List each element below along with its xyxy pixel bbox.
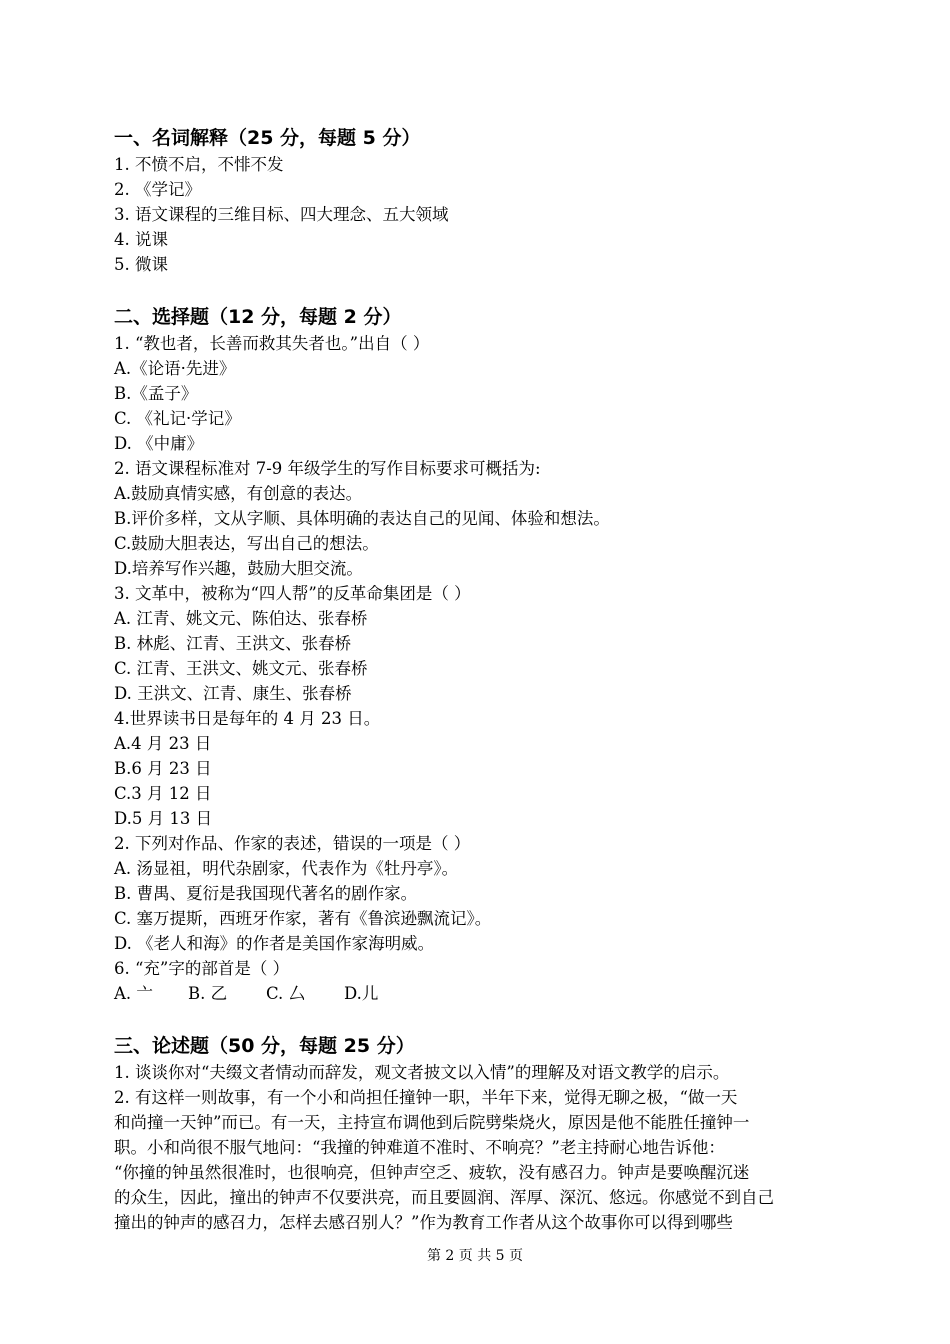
option-line: B.6 月 23 日 [114, 759, 212, 778]
option-line: B.《孟子》 [114, 384, 198, 403]
question-line: “你撞的钟虽然很准时，也很响亮，但钟声空乏、疲软，没有感召力。钟声是要唤醒沉迷 [114, 1163, 750, 1182]
option-line: C. 塞万提斯，西班牙作家，著有《鲁滨逊飘流记》。 [114, 909, 492, 928]
question-line: 1. “教也者，长善而救其失者也。”出自（ ） [114, 334, 430, 353]
question-line: 5. 微课 [114, 255, 168, 274]
section-heading-2: 二、选择题（12 分，每题 2 分） [114, 306, 402, 328]
choice-c: C. 厶 [266, 984, 306, 1003]
question-line: 2. 《学记》 [114, 180, 201, 199]
option-line: A.《论语·先进》 [114, 359, 236, 378]
choice-row [114, 981, 844, 1006]
choice-d: D.儿 [344, 984, 379, 1003]
option-line: B. 曹禺、夏衍是我国现代著名的剧作家。 [114, 884, 418, 903]
option-line: A.4 月 23 日 [114, 734, 212, 753]
question-line: 6. “充”字的部首是（ ） [114, 959, 290, 978]
option-line: D. 王洪文、江青、康生、张春桥 [114, 684, 352, 703]
page-footer: 第 2 页 共 5 页 [426, 1248, 524, 1264]
option-line: A. 江青、姚文元、陈伯达、张春桥 [114, 609, 368, 628]
question-line: 2. 语文课程标准对 7-9 年级学生的写作目标要求可概括为: [114, 459, 541, 478]
question-line: 的众生，因此，撞出的钟声不仅要洪亮，而且要圆润、浑厚、深沉、悠远。你感觉不到自己 [114, 1188, 774, 1207]
exam-page [114, 124, 844, 1235]
option-line: A.鼓励真情实感，有创意的表达。 [114, 484, 363, 503]
option-line: D. 《老人和海》的作者是美国作家海明威。 [114, 934, 435, 953]
question-line: 2. 下列对作品、作家的表述，错误的一项是（ ） [114, 834, 471, 853]
option-line: D. 《中庸》 [114, 434, 204, 453]
option-line: B.评价多样，文从字顺、具体明确的表达自己的见闻、体验和想法。 [114, 509, 610, 528]
question-line: 职。小和尚很不服气地问：“我撞的钟难道不准时、不响亮？”老主持耐心地告诉他： [114, 1138, 725, 1157]
option-line: C.鼓励大胆表达，写出自己的想法。 [114, 534, 379, 553]
option-line: D.5 月 13 日 [114, 809, 213, 828]
question-line: 1. 不愤不启，不悱不发 [114, 155, 284, 174]
choice-a: A. 亠 [114, 984, 153, 1003]
option-line: C. 江青、王洪文、姚文元、张春桥 [114, 659, 368, 678]
section-heading-3: 三、论述题（50 分，每题 25 分） [114, 1035, 415, 1057]
question-line: 3. 文革中，被称为“四人帮”的反革命集团是（ ） [114, 584, 471, 603]
option-line: D.培养写作兴趣，鼓励大胆交流。 [114, 559, 363, 578]
question-line: 撞出的钟声的感召力，怎样去感召别人？”作为教育工作者从这个故事你可以得到哪些 [114, 1213, 733, 1232]
choice-b: B. 乙 [188, 984, 228, 1003]
option-line: B. 林彪、江青、王洪文、张春桥 [114, 634, 352, 653]
question-line: 3. 语文课程的三维目标、四大理念、五大领域 [114, 205, 449, 224]
option-line: C.3 月 12 日 [114, 784, 212, 803]
question-line: 2. 有这样一则故事，有一个小和尚担任撞钟一职，半年下来，觉得无聊之极，“做一天 [114, 1088, 738, 1107]
option-line: A. 汤显祖，明代杂剧家，代表作为《牡丹亭》。 [114, 859, 459, 878]
option-line: C. 《礼记·学记》 [114, 409, 241, 428]
question-line: 4. 说课 [114, 230, 168, 249]
question-line: 和尚撞一天钟”而已。有一天，主持宣布调他到后院劈柴烧火，原因是他不能胜任撞钟一 [114, 1113, 750, 1132]
section-heading-1: 一、名词解释（25 分，每题 5 分） [114, 127, 421, 149]
essay-questions [114, 1060, 844, 1235]
question-line: 1. 谈谈你对“夫缀文者情动而辞发，观文者披文以入情”的理解及对语文教学的启示。 [114, 1063, 730, 1082]
question-line: 4.世界读书日是每年的 4 月 23 日。 [114, 709, 381, 728]
